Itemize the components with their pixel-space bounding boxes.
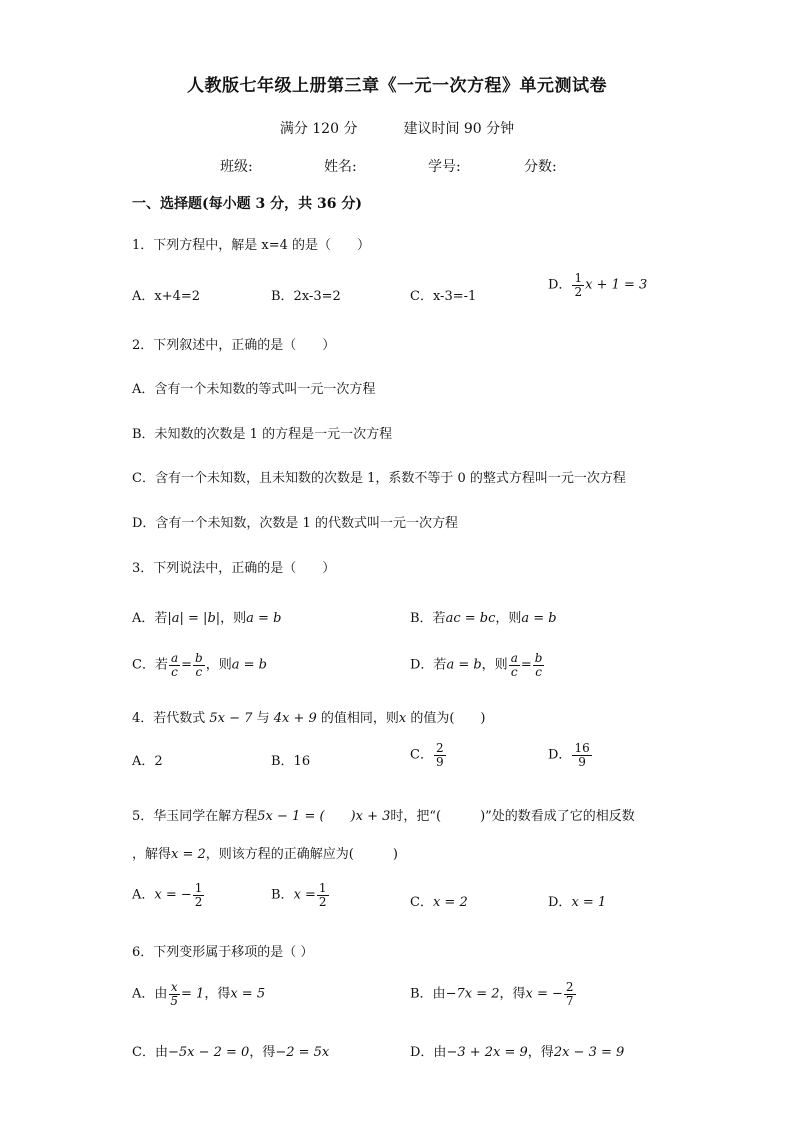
fraction bbox=[169, 652, 180, 678]
fraction bbox=[434, 742, 446, 768]
denominator: 2 bbox=[574, 284, 583, 299]
q6-option-c bbox=[132, 1041, 329, 1060]
student-id-field: 学号: bbox=[428, 159, 461, 175]
equation: 5x − 1 = ( )x + 3 bbox=[257, 809, 391, 824]
fraction bbox=[572, 742, 591, 768]
q4-option-c bbox=[410, 742, 447, 768]
numerator: b bbox=[534, 651, 543, 665]
expression: = 1 bbox=[181, 986, 205, 1002]
connector: ，则 bbox=[495, 611, 522, 626]
q3-option-d bbox=[410, 652, 545, 678]
numerator: b bbox=[195, 651, 203, 665]
suggested-time: 建议时间 90 分钟 bbox=[403, 121, 515, 137]
expression: x + 1 = 3 bbox=[585, 277, 648, 293]
numerator: a bbox=[510, 651, 518, 665]
option-label: C．若 bbox=[132, 657, 168, 673]
equals-sign: = bbox=[181, 657, 193, 673]
denominator: 5 bbox=[170, 993, 179, 1008]
question-5-stem-line2 bbox=[132, 843, 398, 862]
expression: −7x = 2 bbox=[445, 986, 500, 1002]
q6-option-d bbox=[410, 1041, 624, 1060]
q5-option-d bbox=[548, 891, 606, 910]
denominator: 9 bbox=[435, 754, 444, 769]
q5-option-b bbox=[271, 882, 330, 908]
option-label: D．由 bbox=[410, 1045, 447, 1060]
stem-text: ，解得 bbox=[132, 847, 172, 862]
q2-option-d: D．含有一个未知数，次数是 1 的代数式叫一元一次方程 bbox=[132, 516, 458, 531]
exam-meta bbox=[0, 118, 794, 138]
question-3-stem: 3．下列说法中，正确的是（ ） bbox=[132, 561, 336, 576]
fraction bbox=[317, 882, 329, 908]
expression: |a| = |b| bbox=[167, 611, 221, 626]
fraction bbox=[193, 882, 205, 908]
option-label: D． bbox=[548, 277, 572, 293]
denominator: 2 bbox=[194, 894, 203, 909]
stem-text: 与 bbox=[252, 711, 274, 726]
option-label: D．若 bbox=[410, 657, 447, 673]
variable: x bbox=[398, 711, 407, 726]
fraction bbox=[564, 981, 576, 1007]
stem-text: 4．若代数式 bbox=[132, 711, 210, 726]
expression: x = 1 bbox=[571, 895, 607, 910]
connector: ，得 bbox=[249, 1045, 276, 1060]
option-label: C．由 bbox=[132, 1045, 168, 1060]
q6-option-b bbox=[410, 981, 577, 1007]
numerator: 1 bbox=[194, 881, 203, 895]
numerator: 2 bbox=[435, 741, 444, 755]
expression: x = 2 bbox=[432, 895, 468, 910]
fraction bbox=[572, 272, 584, 298]
numerator: 16 bbox=[574, 741, 590, 755]
fraction bbox=[509, 652, 520, 678]
stem-text: 的值相同，则 bbox=[316, 711, 399, 726]
result: x = 5 bbox=[230, 986, 266, 1002]
full-score: 满分 120 分 bbox=[279, 121, 358, 137]
denominator: 7 bbox=[565, 993, 574, 1008]
option-label: D． bbox=[548, 747, 572, 763]
q2-option-b: B．未知数的次数是 1 的方程是一元一次方程 bbox=[132, 427, 393, 442]
q4-option-b: B．16 bbox=[271, 754, 311, 769]
result: a = b bbox=[521, 611, 557, 626]
option-label: B． bbox=[271, 887, 294, 903]
denominator: c bbox=[195, 664, 203, 679]
denominator: c bbox=[510, 664, 518, 679]
q1-option-d bbox=[548, 272, 647, 298]
numerator: a bbox=[170, 651, 179, 665]
stem-text: 5．华玉同学在解方程 bbox=[132, 809, 258, 824]
q4-option-d bbox=[548, 742, 593, 768]
stem-text: 时，把“( )”处的数看成了它的相反数 bbox=[390, 809, 635, 824]
numerator: 2 bbox=[565, 980, 574, 994]
question-6-stem: 6．下列变形属于移项的是（ ） bbox=[132, 945, 314, 960]
connector: ，则 bbox=[481, 657, 508, 673]
q4-option-a: A．2 bbox=[132, 754, 163, 769]
expression: 4x + 9 bbox=[273, 711, 317, 726]
q3-option-c bbox=[132, 652, 267, 678]
fraction bbox=[193, 652, 205, 678]
denominator: c bbox=[171, 664, 178, 679]
result: a = b bbox=[246, 611, 282, 626]
fraction bbox=[533, 652, 545, 678]
connector: ，得 bbox=[204, 986, 231, 1002]
expression: x = − bbox=[154, 887, 192, 903]
question-1-stem: 1．下列方程中，解是 x=4 的是（ ） bbox=[132, 238, 371, 253]
expression: ac = bc bbox=[445, 611, 496, 626]
denominator: c bbox=[535, 664, 542, 679]
expression: −3 + 2x = 9 bbox=[446, 1045, 528, 1060]
option-label: C． bbox=[410, 747, 433, 763]
numerator: 1 bbox=[318, 881, 327, 895]
question-4-stem bbox=[132, 707, 486, 726]
option-label: B．若 bbox=[410, 611, 446, 626]
option-label: B．由 bbox=[410, 986, 446, 1002]
equals-sign: = bbox=[520, 657, 532, 673]
q6-option-a bbox=[132, 981, 265, 1007]
denominator: 2 bbox=[318, 894, 327, 909]
option-label: C． bbox=[410, 895, 433, 910]
result: x = − bbox=[525, 986, 563, 1002]
student-info-fields bbox=[220, 156, 557, 176]
fraction bbox=[168, 981, 180, 1007]
q1-option-c: C．x-3=-1 bbox=[410, 289, 477, 304]
option-label: A．由 bbox=[132, 986, 168, 1002]
stem-text: ，则该方程的正确解应为( ) bbox=[205, 847, 398, 862]
score-field: 分数: bbox=[524, 159, 557, 175]
option-label: D． bbox=[548, 895, 572, 910]
q2-option-a: A．含有一个未知数的等式叫一元一次方程 bbox=[132, 382, 376, 397]
page-title: 人教版七年级上册第三章《一元一次方程》单元测试卷 bbox=[187, 76, 607, 96]
expression: −5x − 2 = 0 bbox=[167, 1045, 250, 1060]
section-title: 一、选择题(每小题 3 分，共 36 分) bbox=[132, 196, 362, 212]
expression: x = bbox=[293, 887, 316, 903]
option-label: A． bbox=[132, 887, 155, 903]
stem-text: 的值为( ) bbox=[406, 711, 486, 726]
result: a = b bbox=[231, 657, 267, 673]
q5-option-a bbox=[132, 882, 205, 908]
q1-option-b: B．2x-3=2 bbox=[271, 289, 341, 304]
result: −2 = 5x bbox=[275, 1045, 330, 1060]
question-5-stem-line1 bbox=[132, 805, 635, 824]
q3-option-a bbox=[132, 607, 281, 626]
connector: ，得 bbox=[499, 986, 526, 1002]
connector: ，则 bbox=[205, 657, 232, 673]
name-field: 姓名: bbox=[324, 159, 357, 175]
q5-option-c bbox=[410, 891, 468, 910]
numerator: 1 bbox=[574, 271, 583, 285]
denominator: 9 bbox=[578, 754, 586, 769]
q3-option-b bbox=[410, 607, 557, 626]
q1-option-a: A．x+4=2 bbox=[132, 289, 201, 304]
question-2-stem: 2．下列叙述中，正确的是（ ） bbox=[132, 338, 336, 353]
expression: a = b bbox=[446, 657, 482, 673]
class-field: 班级: bbox=[220, 159, 253, 175]
connector: ，则 bbox=[220, 611, 247, 626]
q2-option-c: C．含有一个未知数，且未知数的次数是 1，系数不等于 0 的整式方程叫一元一次方程 bbox=[132, 471, 626, 486]
option-label: A．若 bbox=[132, 611, 168, 626]
connector: ，得 bbox=[527, 1045, 554, 1060]
expression: 5x − 7 bbox=[209, 711, 253, 726]
numerator: x bbox=[170, 980, 178, 994]
result: 2x − 3 = 9 bbox=[553, 1045, 625, 1060]
solution: x = 2 bbox=[171, 847, 206, 862]
